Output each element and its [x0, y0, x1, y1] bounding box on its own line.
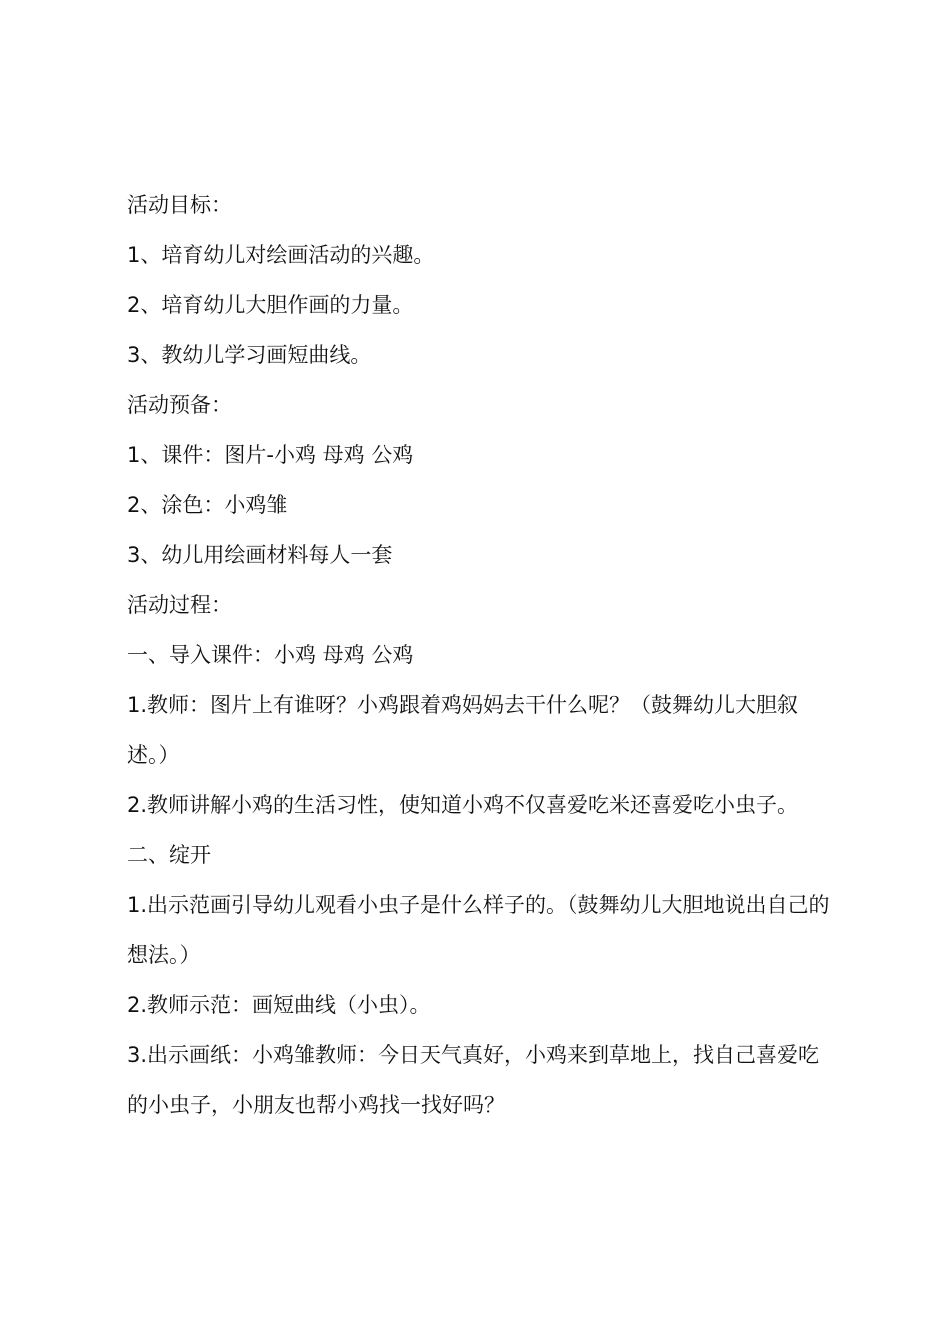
- section-heading-process: 活动过程：: [127, 593, 232, 617]
- process-step-heading-2: 二、绽开: [127, 843, 211, 867]
- goal-item-1: 1、培育幼儿对绘画活动的兴趣。: [127, 243, 435, 267]
- section-heading-goals: 活动目标：: [127, 193, 232, 217]
- process-paragraph-1: 1.教师：图片上有谁呀？小鸡跟着鸡妈妈去干什么呢？（鼓舞幼儿大胆叙述。）: [127, 693, 799, 767]
- process-step-heading-1: 一、导入课件：小鸡 母鸡 公鸡: [127, 643, 414, 667]
- preparation-item-3: 3、幼儿用绘画材料每人一套: [127, 543, 393, 567]
- preparation-item-2: 2、涂色：小鸡雏: [127, 493, 288, 517]
- goal-item-2: 2、培育幼儿大胆作画的力量。: [127, 293, 414, 317]
- goal-item-3: 3、教幼儿学习画短曲线。: [127, 343, 372, 367]
- process-paragraph-5: 3.出示画纸：小鸡雏教师：今日天气真好，小鸡来到草地上，找自己喜爱吃的小虫子，小朋友也帮小鸡找一找好吗？: [127, 1043, 820, 1117]
- process-paragraph-4: 2.教师示范：画短曲线（小虫）。: [127, 993, 431, 1017]
- process-paragraph-3: 1.出示范画引导幼儿观看小虫子是什么样子的。（鼓舞幼儿大胆地说出自己的想法。）: [127, 893, 830, 967]
- process-paragraph-2: 2.教师讲解小鸡的生活习性，使知道小鸡不仅喜爱吃米还喜爱吃小虫子。: [127, 793, 799, 817]
- section-heading-preparation: 活动预备：: [127, 393, 232, 417]
- document-body: [127, 180, 833, 1130]
- preparation-item-1: 1、课件：图片-小鸡 母鸡 公鸡: [127, 443, 414, 467]
